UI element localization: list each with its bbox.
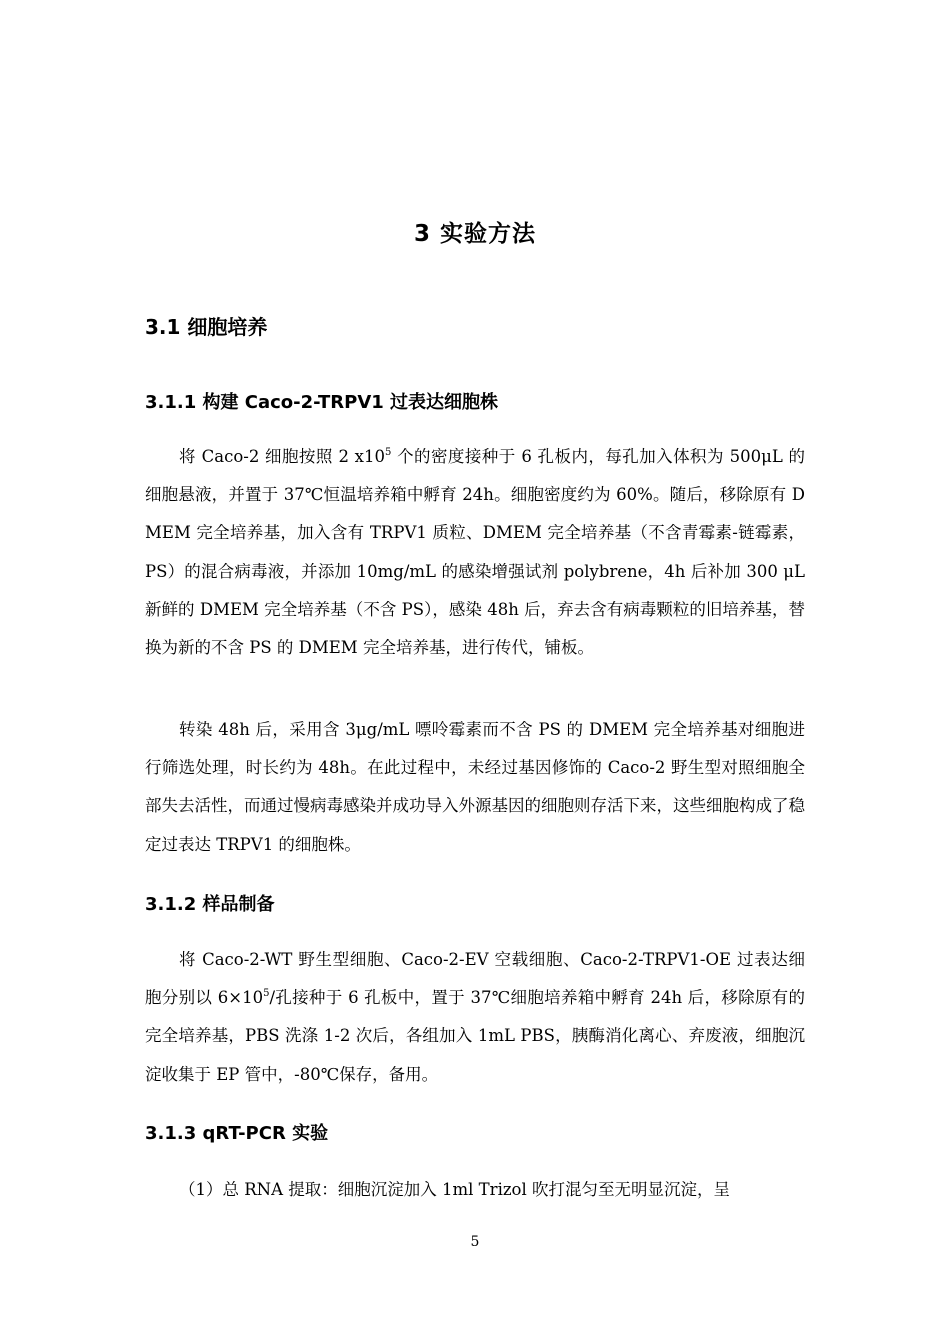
superscript-exponent: 5 [385, 447, 392, 458]
section-heading-3-1-3: 3.1.3 qRT-PCR 实验 [145, 1123, 329, 1144]
section-heading-3-1: 3.1 细胞培养 [145, 315, 268, 339]
paragraph-text: 将 Caco-2-WT 野生型细胞、Caco-2-EV 空载细胞、Caco-2-TRPV1-OE 过表达细胞分别以 6×10 [145, 950, 805, 1008]
paragraph-3-1-1-first [145, 438, 805, 667]
paragraph-text: /孔接种于 6 孔板中，置于 37℃细胞培养箱中孵育 24h 后，移除原有的完全培养基，PBS 洗涤 1-2 次后，各组加入 1mL PBS，胰酶消化离心、弃废液，细胞沉淀收集于 EP 管中，-80℃保存，备用。 [145, 988, 805, 1084]
section-heading-3-1-2: 3.1.2 样品制备 [145, 894, 275, 915]
paragraph-3-1-2 [145, 941, 805, 1094]
superscript-exponent: 5 [263, 988, 270, 1000]
section-heading-3-1-1: 3.1.1 构建 Caco-2-TRPV1 过表达细胞株 [145, 392, 499, 413]
page-number: 5 [470, 1234, 480, 1250]
paragraph-3-1-1-second: 转染 48h 后，采用含 3μg/mL 嘌呤霉素而不含 PS 的 DMEM 完全培养基对细胞进行筛选处理，时长约为 48h。在此过程中，未经过基因修饰的 Caco-2 野生型对照细胞全部失去活性，而通过慢病毒感染并成功导入外源基因的细胞则存活下来，这些细胞构成了稳定过表达 TRPV1 的细胞株。 [145, 720, 805, 854]
chapter-title: 3 实验方法 [413, 221, 536, 247]
paragraph-text: 个的密度接种于 6 孔板内，每孔加入体积为 500μL 的细胞悬液，并置于 37℃恒温培养箱中孵育 24h。细胞密度约为 60%。随后，移除原有 DMEM 完全培养基，加入含有 TRPV1 质粒、DMEM 完全培养基（不含青霉素-链霉素，PS）的混合病毒液，并添加 10mg/mL 的感染增强试剂 polybrene，4h 后补加 300 μL 新鲜的 DMEM 完全培养基（不含 PS），感染 48h 后，弃去含有病毒颗粒的旧培养基，替换为新的不含 PS 的 DMEM 完全培养基，进行传代，铺板。 [145, 447, 805, 658]
paragraph-3-1-3: （1）总 RNA 提取：细胞沉淀加入 1ml Trizol 吹打混匀至无明显沉淀，呈 [179, 1180, 730, 1199]
paragraph-text: 将 Caco-2 细胞按照 2 x10 [179, 447, 385, 466]
